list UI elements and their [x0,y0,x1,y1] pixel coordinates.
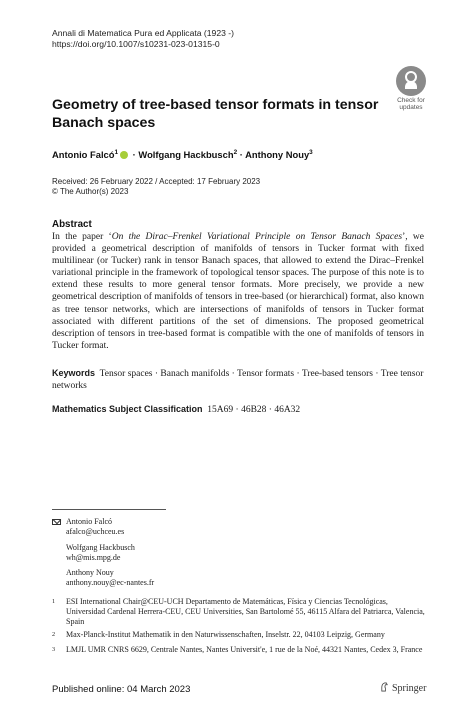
affiliation-number: 2 [52,631,56,638]
abstract-text: In the paper ‘On the Dirac–Frenkel Variational Principle on Tensor Banach Spaces’, we provided a geometrical description of manifolds of tensors in Tucker format with fixed multilinear (or Tucker) rank in tensor Banach spaces, that allowed to extend the Dirac–Frenkel variational principle in the framework of topological tensor spaces. The purpose of this note is to extend these results to more general tensor formats. More precisely, we provide a new geometrical description of manifolds of tensors in tree-based (or hierarchical) format, also known as tree tensor networks, which are intersections of manifolds of tensors in Tucker format associated with different partitions of the set of dimensions. The proposed geometrical description of tensors in tree-based format is compatible with the one of manifolds of tensors in Tucker format. [52,232,424,351]
author-name[interactable]: Antonio Falcó [52,149,115,161]
springer-horse-icon [380,682,389,692]
keywords-label: Keywords [52,368,96,378]
doi-link[interactable]: https://doi.org/10.1007/s10231-023-01315-0 [52,39,220,49]
author-name[interactable]: Anthony Nouy [245,149,310,161]
affiliation-text: ESI International Chair@CEU-UCH Departamento de Matemáticas, Física y Ciencias Tecnológicas, Universidad Cardenal Herrera-CEU, CEU Universities, San Bartolomé 55, 46115 Alfara del Patriarca, Valencia, Spain [66,597,425,627]
check-for-updates-badge[interactable] [392,66,430,111]
affiliation-text: Max-Planck-Institut Mathematik in den Naturwissenschaften, Inselstr. 22, 04103 Leipzig, Germany [66,630,385,639]
correspondent-name: Wolfgang Hackbusch [66,543,135,552]
affiliation-number: 1 [52,598,56,605]
author-affiliation-mark: 3 [309,149,313,156]
check-updates-icon [396,66,426,96]
correspondent [66,543,266,563]
received-accepted: Received: 26 February 2022 / Accepted: 17 February 2023 [52,177,261,186]
author-name[interactable]: Wolfgang Hackbusch [138,149,234,161]
affiliation-text: LMJL UMR CNRS 6629, Centrale Nantes, Nantes Universit'e, 1 rue de la Noé, 44321 Nantes, Cedex 3, France [66,645,423,654]
abstract-heading: Abstract [52,219,92,230]
journal-header [52,28,234,50]
publisher-name: Springer [392,683,427,694]
check-updates-label: Check for updates [397,97,425,111]
correspondent-email[interactable]: wh@mis.mpg.de [66,553,121,563]
published-online: Published online: 04 March 2023 [52,684,191,695]
correspondent-email[interactable]: anthony.nouy@ec-nantes.fr [66,578,155,588]
envelope-icon [52,519,61,525]
keywords-text: Tensor spaces · Banach manifolds · Tensor formats · Tree-based tensors · Tree tensor networks [52,369,424,392]
paper-title: Geometry of tree-based tensor formats in tensor Banach spaces [52,97,379,131]
msc-label: Mathematics Subject Classification [52,404,203,414]
msc-codes: 15A69 · 46B28 · 46A32 [207,405,301,415]
copyright-notice: © The Author(s) 2023 [52,187,129,196]
subject-classification [52,404,300,415]
article-dates [52,177,260,197]
publisher-logo[interactable] [380,682,426,694]
author-list: Antonio Falcó$^1$ · Wolfgang Hackbusch$^2$ · Anthony Nouy$^3$ [52,149,313,161]
author-affiliation-mark: 2 [233,149,238,156]
orcid-icon[interactable] [120,151,128,159]
correspondent-name: Anthony Nouy [66,568,114,577]
footnote-rule [52,509,166,510]
correspondent [66,568,266,588]
journal-name: Annali di Matematica Pura ed Applicata (1923 -) [52,28,234,38]
affiliation-number: 3 [52,646,56,653]
correspondent-name: Antonio Falcó [66,517,112,526]
keywords [52,367,424,392]
correspondent-email[interactable]: afalco@uchceu.es [66,527,125,537]
author-affiliation-mark: 1 [114,149,119,156]
cited-paper-title: On the Dirac–Frenkel Variational Principle on Tensor Banach Spaces [111,232,403,242]
correspondent [66,517,266,537]
